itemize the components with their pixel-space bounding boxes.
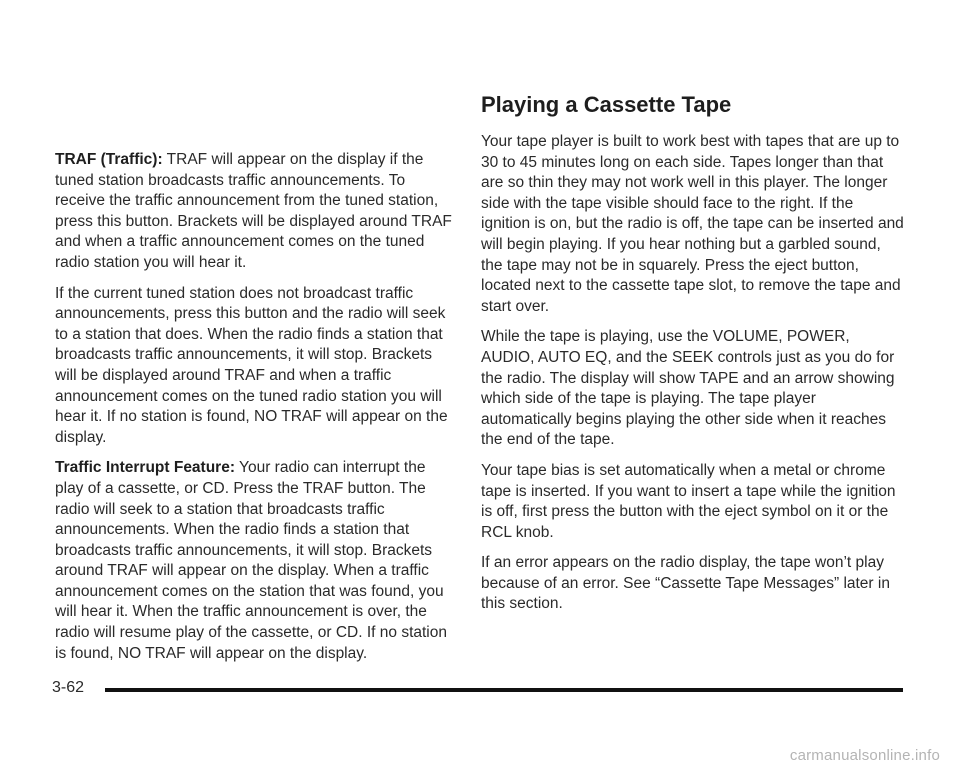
traf-text: TRAF will appear on the display if the tuned station broadcasts traffic announcements. To receive the traffic announcement from the tuned station, press this button. Brackets will be displayed around TRAF and when a traffic announcement comes on the tuned radio station you will hear it. [55,151,452,271]
traffic-interrupt-text: Your radio can interrupt the play of a cassette, or CD. Press the TRAF button. The radio will seek to a station that broadcasts traffic announcements. When the radio finds a station that broadcasts traffic announcements, it will stop. Brackets around TRAF will appear on the display. When a traffic announcement comes on the station that was found, you will hear it. When the traffic announcement is over, the radio will resume play of the cassette, or CD. If no station is found, NO TRAF will appear on the display. [55,459,447,662]
section-heading: Playing a Cassette Tape [481,92,732,117]
page-number: 3-62 [52,679,85,696]
tape-error-paragraph: If an error appears on the radio display, the tape won’t play because of an error. See “Cassette Tape Messages” later in this section. [481,554,890,613]
seek-traffic-paragraph: If the current tuned station does not broadcast traffic announcements, press this button and the radio will seek to a station that does. When the radio finds a station that broadcasts traffic announcements, it will stop. Brackets will be displayed around TRAF and when a traffic announcement comes on the tuned radio station you will hear it. If no station is found, NO TRAF will appear on the display. [55,284,448,446]
right-column [481,92,905,625]
traffic-interrupt-paragraph [55,458,457,664]
traf-paragraph [55,150,457,274]
tape-bias-paragraph: Your tape bias is set automatically when a metal or chrome tape is inserted. If you want to insert a tape while the ignition is off, first press the button with the eject symbol on it or the RCL knob. [481,461,896,541]
footer-rule [105,688,903,692]
tape-controls-paragraph: While the tape is playing, use the VOLUME, POWER, AUDIO, AUTO EQ, and the SEEK controls just as you do for the radio. The display will show TAPE and an arrow showing which side of the tape is playing. The tape player automatically begins playing the other side when it reaches the end of the tape. [481,328,895,449]
traffic-interrupt-term: Traffic Interrupt Feature: [55,459,235,477]
traf-term: TRAF (Traffic): [55,151,163,168]
tape-length-paragraph: Your tape player is built to work best with tapes that are up to 30 to 45 minutes long on each side. Tapes longer than that are so thin they may not work well in this player. The longer side with the tape visible should face to the right. If the ignition is on, but the radio is off, the tape can be inserted and will begin playing. If you hear nothing but a garbled sound, the tape may not be in squarely. Press the eject button, located next to the cassette tape slot, to remove the tape and start over. [481,133,904,315]
left-column [55,150,457,674]
watermark[interactable]: carmanualsonline.info [789,747,940,764]
